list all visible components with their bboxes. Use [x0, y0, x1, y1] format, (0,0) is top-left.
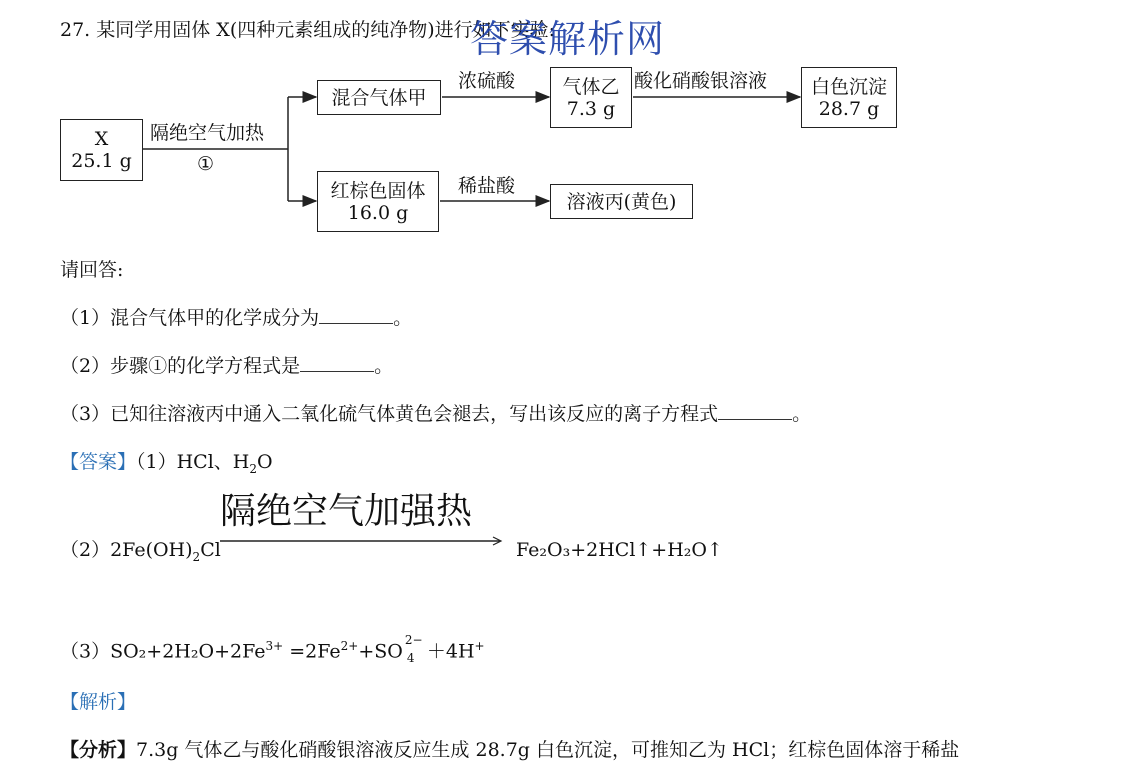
x-box-label: X — [94, 128, 109, 150]
red-solid-box: 红棕色固体 16.0 g — [317, 171, 439, 232]
sub-question-2: （2）步骤①的化学方程式是 。 — [60, 355, 394, 377]
step1-label: 隔绝空气加热 — [150, 122, 265, 144]
answer-prompt: 请回答: — [60, 259, 124, 281]
gas-yi-box: 气体乙 7.3 g — [550, 67, 632, 128]
reagent-h2so4: 浓硫酸 — [458, 70, 516, 92]
question-number: 27. — [60, 19, 91, 41]
reagent-hcl: 稀盐酸 — [458, 175, 516, 197]
sub-question-3: （3）已知往溶液丙中通入二氧化硫气体黄色会褪去，写出该反应的离子方程式 。 — [60, 403, 812, 425]
x-box-mass: 25.1 g — [71, 150, 132, 172]
fenxi-tag: 【分析】 — [60, 739, 137, 761]
gas-jia-box: 混合气体甲 — [317, 80, 441, 115]
answer-2-reactant: $(2)2Fe(OH)_2Cl$ — [60, 539, 221, 564]
reaction-condition: 隔绝空气加强热 — [220, 491, 473, 532]
sub-question-1: （1）混合气体甲的化学成分为 。 — [60, 307, 413, 329]
answer-tag: 【答案】 — [60, 451, 137, 473]
analysis-text: 【分析】7.3g 气体乙与酸化硝酸银溶液反应生成 28.7g 白色沉淀，可推知乙为 HCl；红棕色固体溶于稀盐 — [60, 739, 960, 761]
reagent-agno3: 酸化硝酸银溶液 — [634, 70, 768, 92]
answer-3: $(3)SO_2+2H_2O+2Fe^{3+} =2Fe^{2+}+SO$ 2− 4 ＋4H+ — [60, 633, 485, 665]
solution-bing-box: 溶液丙(黄色) — [550, 184, 693, 219]
watermark-logo: 答案解析网 — [470, 17, 666, 61]
precipitate-box: 白色沉淀 28.7 g — [801, 67, 897, 128]
analysis-tag: 【解析】 — [60, 691, 137, 713]
step1-marker: ① — [197, 153, 215, 175]
sulfate-charge: 2− 4 — [404, 633, 423, 665]
answer-1: 【答案】（1）HCl、$H_2O$ — [60, 451, 273, 476]
question-text: 某同学用固体 X(四种元素组成的纯净物)进行如下实验: — [96, 19, 556, 41]
answer-2-products: Fe₂O₃+2HCl↑+H₂O↑ — [516, 539, 723, 561]
